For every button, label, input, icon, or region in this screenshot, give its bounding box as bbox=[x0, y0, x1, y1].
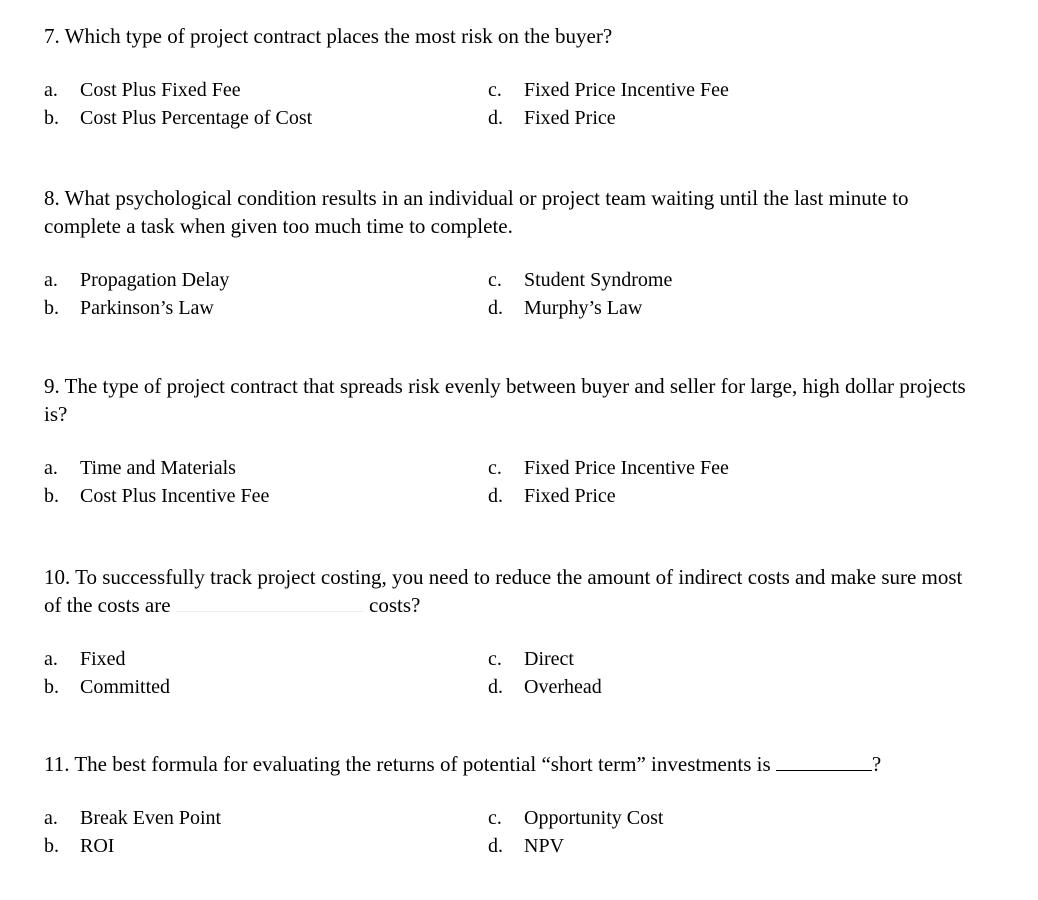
question-11-stem: 11. The best formula for evaluating the returns of potential “short term” investments is ? bbox=[44, 752, 882, 776]
option-a[interactable]: a. Fixed bbox=[44, 648, 126, 670]
option-a[interactable]: a. Cost Plus Fixed Fee bbox=[44, 79, 241, 101]
question-11-options bbox=[44, 804, 984, 860]
question-8 bbox=[44, 184, 984, 322]
question-7-stem: 7. Which type of project contract places the most risk on the buyer? bbox=[44, 24, 613, 48]
question-9-stem: 9. The type of project contract that spreads risk evenly between buyer and seller for large, high dollar projects is? bbox=[44, 374, 966, 426]
question-8-options bbox=[44, 266, 984, 322]
option-d[interactable]: d. NPV bbox=[488, 835, 565, 857]
option-c[interactable]: c. Direct bbox=[488, 648, 574, 670]
option-d[interactable]: d. Fixed Price bbox=[488, 107, 616, 129]
question-10 bbox=[44, 563, 984, 701]
question-10-stem: 10. To successfully track project costing, you need to reduce the amount of indirect costs and make sure most of the costs are costs? bbox=[44, 565, 963, 617]
option-c[interactable]: c. Opportunity Cost bbox=[488, 807, 664, 829]
option-b[interactable]: b. Parkinson’s Law bbox=[44, 297, 214, 319]
option-a[interactable]: a. Propagation Delay bbox=[44, 269, 230, 291]
question-7 bbox=[44, 22, 984, 132]
question-10-options bbox=[44, 645, 984, 701]
question-11 bbox=[44, 750, 984, 860]
option-d[interactable]: d. Overhead bbox=[488, 676, 602, 698]
option-c[interactable]: c. Fixed Price Incentive Fee bbox=[488, 79, 729, 101]
question-7-options bbox=[44, 76, 984, 132]
answer-blank bbox=[176, 593, 364, 612]
option-c[interactable]: c. Student Syndrome bbox=[488, 269, 673, 291]
option-a[interactable]: a. Break Even Point bbox=[44, 807, 222, 829]
option-d[interactable]: d. Murphy’s Law bbox=[488, 297, 643, 319]
option-b[interactable]: b. Cost Plus Percentage of Cost bbox=[44, 107, 313, 129]
option-c[interactable]: c. Fixed Price Incentive Fee bbox=[488, 457, 729, 479]
option-b[interactable]: b. ROI bbox=[44, 835, 115, 857]
answer-blank bbox=[776, 752, 872, 771]
option-d[interactable]: d. Fixed Price bbox=[488, 485, 616, 507]
question-9 bbox=[44, 372, 984, 510]
option-b[interactable]: b. Cost Plus Incentive Fee bbox=[44, 485, 270, 507]
option-a[interactable]: a. Time and Materials bbox=[44, 457, 236, 479]
option-b[interactable]: b. Committed bbox=[44, 676, 170, 698]
question-9-options bbox=[44, 454, 984, 510]
question-8-stem: 8. What psychological condition results in an individual or project team waiting until the last minute to complete a task when given too much time to complete. bbox=[44, 186, 909, 238]
